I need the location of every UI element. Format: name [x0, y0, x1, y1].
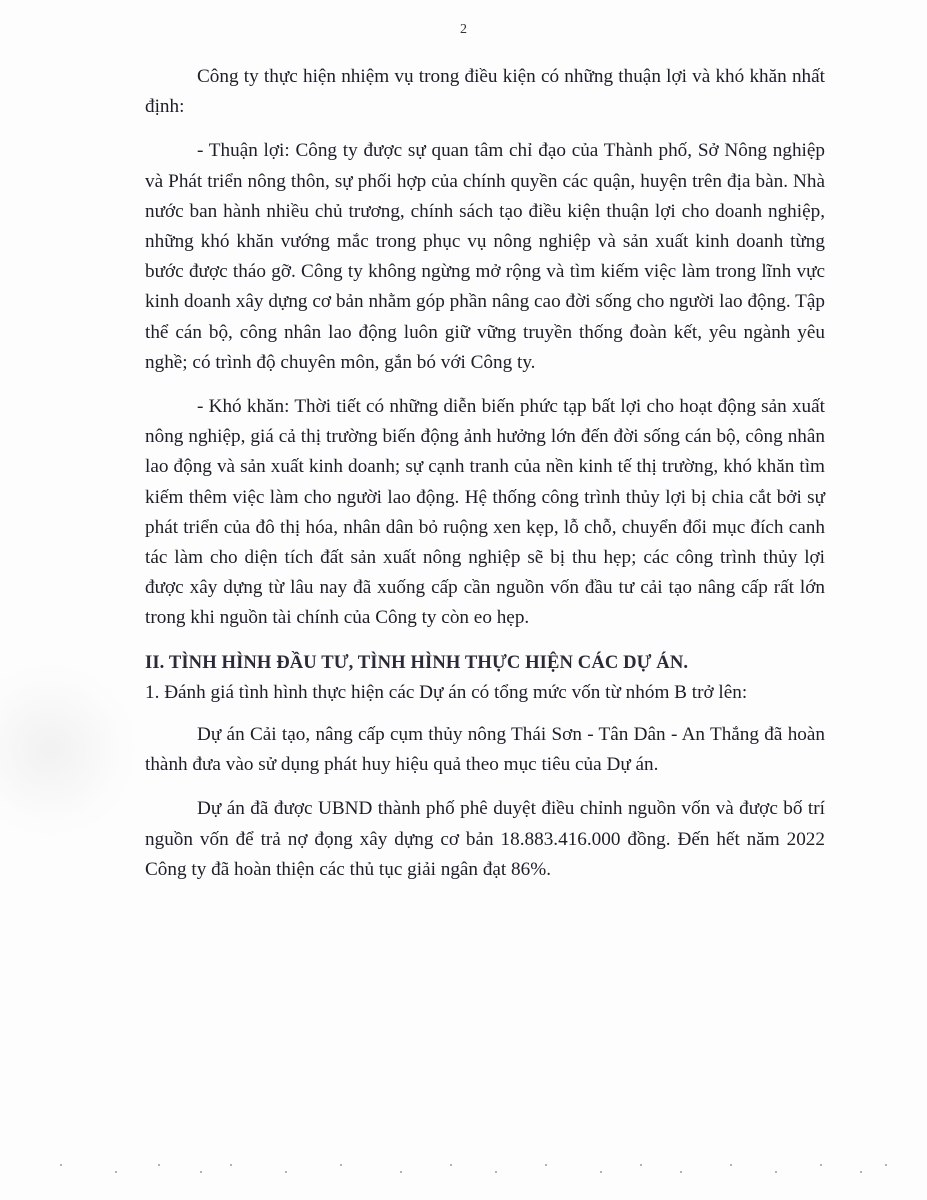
- scan-noise-dot: [285, 1171, 287, 1173]
- project-status-paragraph: Dự án Cải tạo, nâng cấp cụm thủy nông Thái Sơn - Tân Dân - An Thắng đã hoàn thành đưa vào sử dụng phát huy hiệu quả theo mục tiêu của Dự án.: [145, 724, 825, 776]
- scan-noise-dot: [885, 1164, 887, 1166]
- scan-noise-dot: [450, 1164, 452, 1166]
- difficulties-paragraph: - Khó khăn: Thời tiết có những diễn biến phức tạp bất lợi cho hoạt động sản xuất nông nghiệp, giá cả thị trường biến động ảnh hưởng lớn đến đời sống cán bộ, công nhân lao động và sản xuất kinh doanh; sự cạnh tranh của nền kinh tế thị trường, khó khăn tìm kiếm thêm việc làm cho người lao động. Hệ thống công trình thủy lợi bị chia cắt bởi sự phát triển của đô thị hóa, nhân dân bỏ ruộng xen kẹp, lỗ chỗ, chuyển đổi mục đích canh tác làm cho diện tích đất sản xuất nông nghiệp sẽ bị thu hẹp; các công trình thủy lợi được xây dựng từ lâu nay đã xuống cấp cần nguồn vốn đầu tư cải tạo nâng cấp rất lớn trong khi nguồn tài chính của Công ty còn eo hẹp.: [145, 396, 825, 629]
- scan-noise-dot: [640, 1164, 642, 1166]
- scan-noise-dot: [730, 1164, 732, 1166]
- scan-noise-dot: [230, 1164, 232, 1166]
- section-heading: II. TÌNH HÌNH ĐẦU TƯ, TÌNH HÌNH THỰC HIỆN CÁC DỰ ÁN.: [145, 651, 689, 673]
- scan-noise-dot: [158, 1164, 160, 1166]
- faded-stamp-mark: [0, 660, 140, 840]
- scan-noise-dot: [600, 1171, 602, 1173]
- scan-noise-dots: [40, 1160, 900, 1190]
- scan-noise-dot: [340, 1164, 342, 1166]
- scan-noise-dot: [200, 1171, 202, 1173]
- document-body: [145, 62, 825, 899]
- scan-noise-dot: [820, 1164, 822, 1166]
- scan-noise-dot: [495, 1171, 497, 1173]
- scan-noise-dot: [545, 1164, 547, 1166]
- scan-noise-dot: [775, 1171, 777, 1173]
- subsection-heading: 1. Đánh giá tình hình thực hiện các Dự án có tổng mức vốn từ nhóm B trở lên:: [145, 681, 748, 703]
- scan-noise-dot: [400, 1171, 402, 1173]
- scan-noise-dot: [115, 1171, 117, 1173]
- scan-noise-dot: [860, 1171, 862, 1173]
- page-number: 2: [460, 22, 467, 37]
- scan-noise-dot: [60, 1164, 62, 1166]
- scan-noise-dot: [680, 1171, 682, 1173]
- advantages-paragraph: - Thuận lợi: Công ty được sự quan tâm chỉ đạo của Thành phố, Sở Nông nghiệp và Phát triển nông thôn, sự phối hợp của chính quyền các quận, huyện trên địa bàn. Nhà nước ban hành nhiều chủ trương, chính sách tạo điều kiện thuận lợi cho doanh nghiệp, những khó khăn vướng mắc trong phục vụ nông nghiệp và sản xuất kinh doanh từng bước được tháo gỡ. Công ty không ngừng mở rộng và tìm kiếm việc làm trong lĩnh vực kinh doanh xây dựng cơ bản nhằm góp phần nâng cao đời sống cho người lao động. Tập thể cán bộ, công nhân lao động luôn giữ vững truyền thống đoàn kết, yêu ngành yêu nghề; có trình độ chuyên môn, gắn bó với Công ty.: [145, 140, 825, 373]
- funding-status-paragraph: Dự án đã được UBND thành phố phê duyệt điều chỉnh nguồn vốn và được bố trí nguồn vốn để trả nợ đọng xây dựng cơ bản 18.883.416.000 đồng. Đến hết năm 2022 Công ty đã hoàn thiện các thủ tục giải ngân đạt 86%.: [145, 798, 825, 880]
- intro-paragraph: Công ty thực hiện nhiệm vụ trong điều kiện có những thuận lợi và khó khăn nhất định:: [145, 66, 825, 118]
